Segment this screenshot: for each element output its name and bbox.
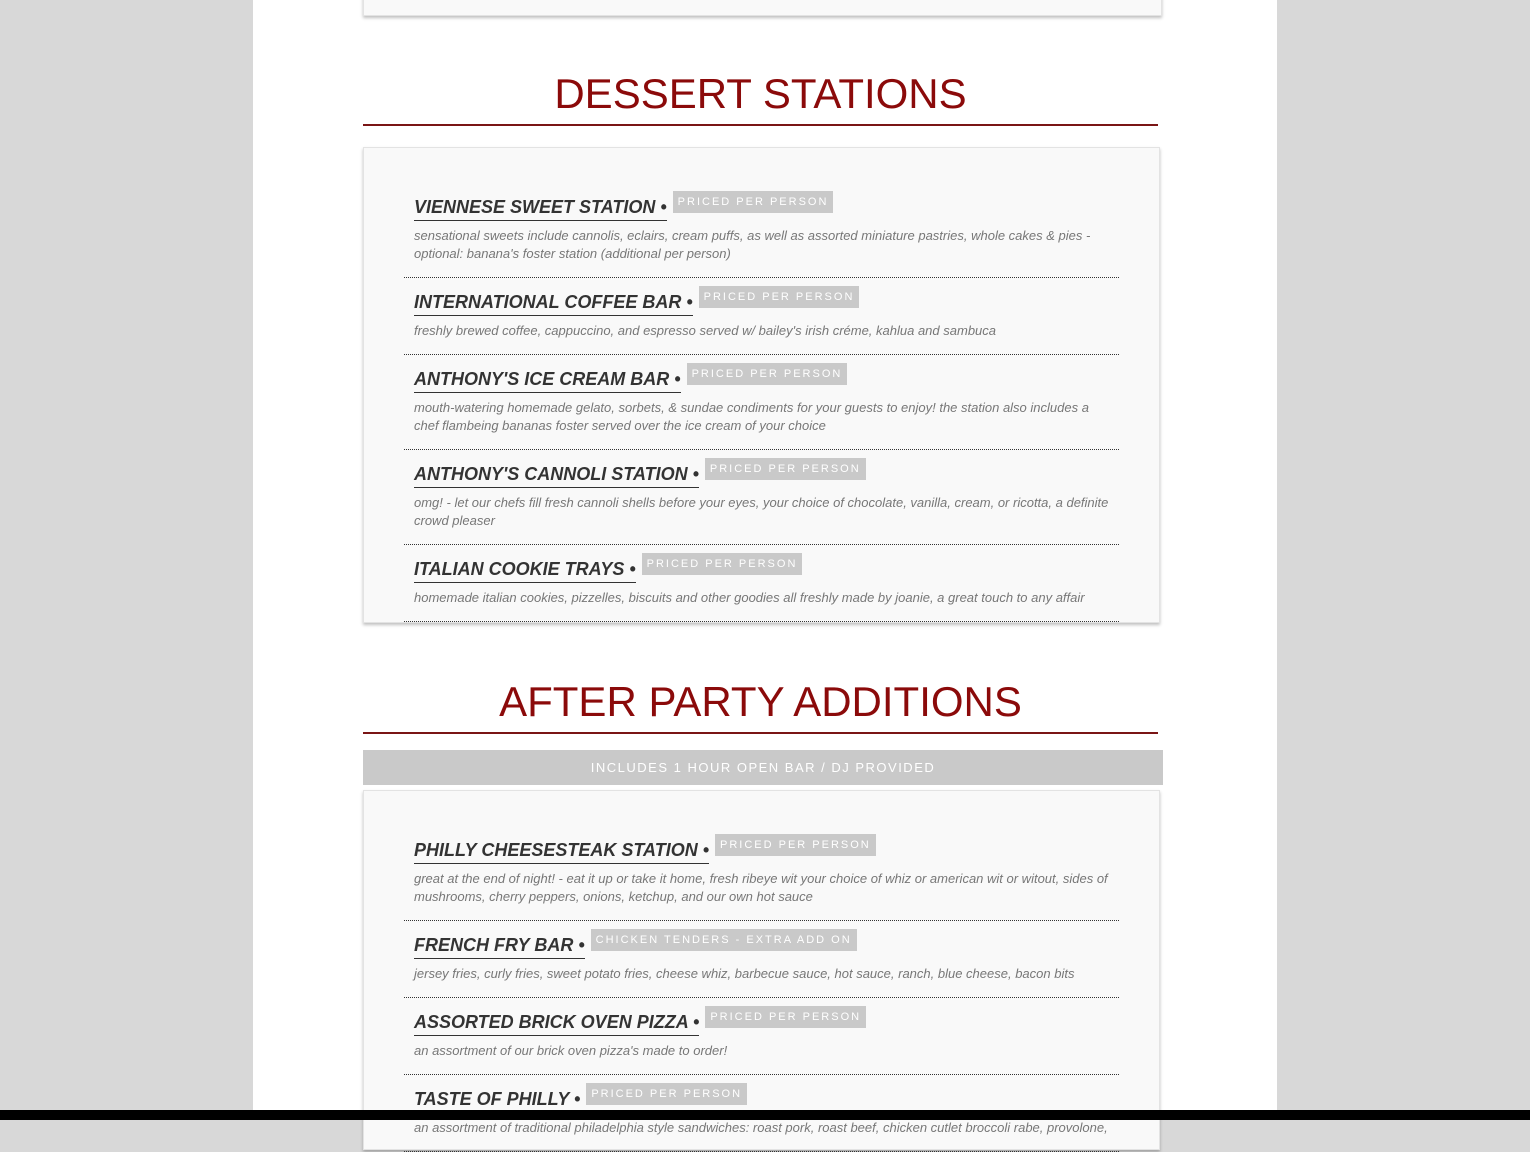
menu-item-title[interactable]: ANTHONY'S CANNOLI STATION • — [414, 464, 699, 488]
price-badge: PRICED PER PERSON — [705, 458, 866, 480]
price-badge: PRICED PER PERSON — [673, 191, 834, 213]
menu-item — [404, 1005, 1119, 1075]
price-badge: PRICED PER PERSON — [642, 553, 803, 575]
menu-page — [253, 0, 1277, 1135]
section-divider — [363, 124, 1158, 126]
dessert-stations-panel — [363, 147, 1160, 623]
menu-item — [404, 362, 1119, 450]
menu-item-description: omg! - let our chefs fill fresh cannoli shells before your eyes, your choice of chocolate, vanilla, cream, or ricotta, a definite crowd pleaser — [414, 495, 1109, 528]
menu-item-title[interactable]: ANTHONY'S ICE CREAM BAR • — [414, 369, 681, 393]
menu-item-title[interactable]: ITALIAN COOKIE TRAYS • — [414, 559, 636, 583]
price-badge: CHICKEN TENDERS - EXTRA ADD ON — [591, 929, 857, 951]
menu-item — [404, 552, 1119, 622]
menu-item — [404, 190, 1119, 278]
menu-item-title[interactable]: FRENCH FRY BAR • — [414, 935, 585, 959]
menu-item-description: homemade italian cookies, pizzelles, biscuits and other goodies all freshly made by joanie, a great touch to any affair — [414, 590, 1085, 605]
section-divider — [363, 732, 1158, 734]
menu-item-description: an assortment of traditional philadelphia style sandwiches: roast pork, roast beef, chicken cutlet broccoli rabe, provolone, — [414, 1120, 1108, 1135]
menu-item-title[interactable]: PHILLY CHEESESTEAK STATION • — [414, 840, 709, 864]
menu-item-description: great at the end of night! - eat it up or take it home, fresh ribeye wit your choice of whiz or american wit or witout, sides of mushrooms, cherry peppers, onions, ketchup, and our own hot sauce — [414, 871, 1108, 904]
menu-item — [404, 457, 1119, 545]
menu-item — [404, 928, 1119, 998]
price-badge: PRICED PER PERSON — [705, 1006, 866, 1028]
dessert-stations-heading: DESSERT STATIONS — [554, 70, 967, 117]
menu-item-title[interactable]: VIENNESE SWEET STATION • — [414, 197, 667, 221]
after-party-panel — [363, 790, 1160, 1150]
window-bottom-edge — [0, 1110, 1530, 1120]
menu-item-description: jersey fries, curly fries, sweet potato fries, cheese whiz, barbecue sauce, hot sauce, ranch, blue cheese, bacon bits — [414, 966, 1075, 981]
price-badge: PRICED PER PERSON — [715, 834, 876, 856]
menu-item-description: mouth-watering homemade gelato, sorbets, & sundae condiments for your guests to enjoy! the station also includes a chef flambeing bananas foster served over the ice cream of your choice — [414, 400, 1089, 433]
after-party-heading: AFTER PARTY ADDITIONS — [499, 678, 1022, 725]
menu-item-title[interactable]: ASSORTED BRICK OVEN PIZZA • — [414, 1012, 699, 1036]
menu-item-description: sensational sweets include cannolis, eclairs, cream puffs, as well as assorted miniature pastries, whole cakes & pies - optional: banana's foster station (additional per person) — [414, 228, 1091, 261]
menu-item-description: an assortment of our brick oven pizza's made to order! — [414, 1043, 728, 1058]
menu-item-title[interactable]: TASTE OF PHILLY • — [414, 1089, 580, 1113]
price-badge: PRICED PER PERSON — [586, 1083, 747, 1105]
price-badge: PRICED PER PERSON — [699, 286, 860, 308]
menu-item-title[interactable]: INTERNATIONAL COFFEE BAR • — [414, 292, 693, 316]
previous-section-panel — [363, 0, 1162, 16]
menu-item — [404, 833, 1119, 921]
after-party-note-bar: INCLUDES 1 HOUR OPEN BAR / DJ PROVIDED — [363, 750, 1163, 785]
menu-item-description: freshly brewed coffee, cappuccino, and espresso served w/ bailey's irish créme, kahlua and sambuca — [414, 323, 997, 338]
menu-item — [404, 285, 1119, 355]
price-badge: PRICED PER PERSON — [687, 363, 848, 385]
